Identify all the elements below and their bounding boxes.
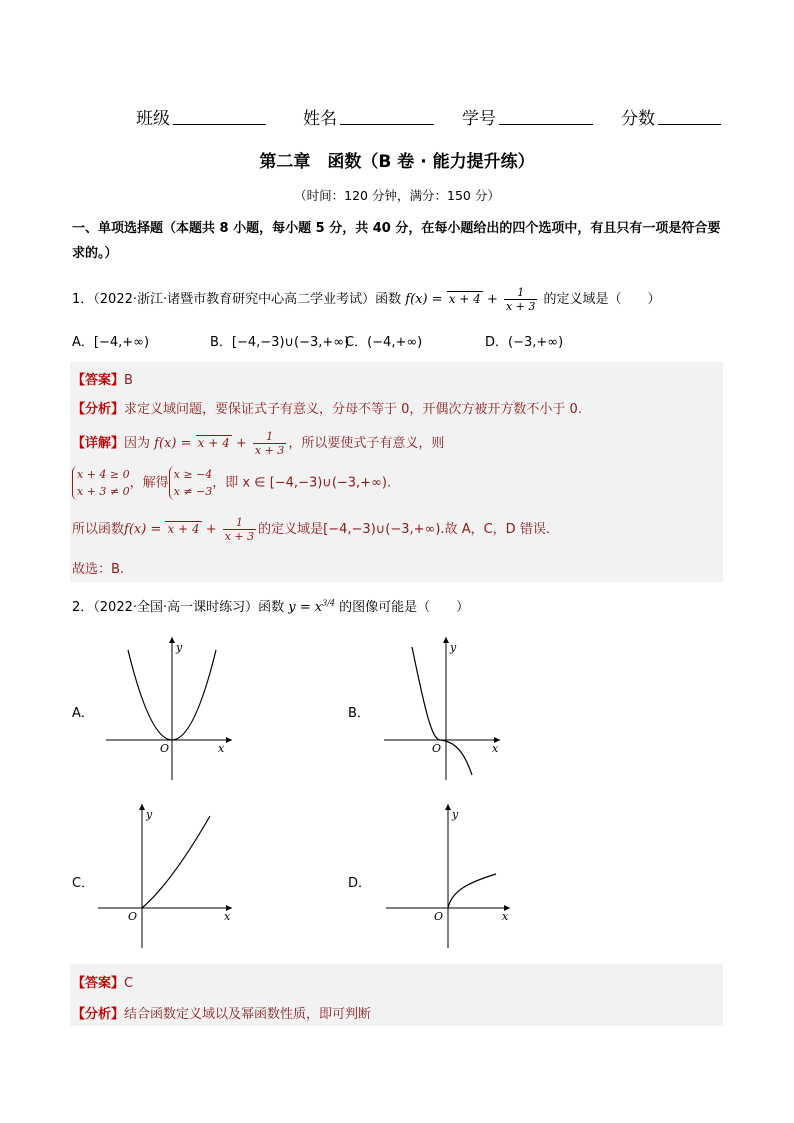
question-1-final: 故选：B. (72, 562, 125, 577)
question-2-answer (72, 972, 133, 991)
graph-c[interactable] (94, 800, 239, 950)
detail-text: ，解得 (129, 475, 169, 491)
x-axis-label: x (492, 742, 499, 755)
y-axis-label: y (450, 641, 457, 654)
class-blank[interactable] (173, 124, 266, 125)
detail-function: f(x) = x + 4 + $\frac{1}{x + 3}$ (124, 516, 255, 543)
question-2-option-c-label[interactable]: C． (72, 876, 95, 891)
analysis-text: 结合函数定义域以及幂函数性质，即可判断 (124, 1007, 372, 1022)
origin-label: O (434, 910, 444, 923)
score-blank[interactable] (658, 124, 721, 125)
answer-value: B (124, 373, 133, 388)
question-1-analysis (72, 398, 582, 417)
question-2-suffix: 的图像可能是（ ） (339, 600, 470, 615)
question-1-option-d[interactable]: D．(−3,+∞) (485, 335, 564, 350)
analysis-tag: 【分析】 (72, 402, 125, 417)
question-1-detail-line-3 (72, 516, 550, 543)
question-1-option-c[interactable]: C．(−4,+∞) (345, 335, 423, 350)
section-heading: 一、单项选择题（本题共 8 小题，每小题 5 分，共 40 分，在每小题给出的四个选项中，有且只有一项是符合要求的。） (72, 221, 721, 261)
page-title: 第二章 函数（B 卷 · 能力提升练） (259, 152, 535, 172)
system-line: x + 4 ≥ 0 (77, 468, 130, 481)
question-2-prefix: 2．（2022·全国·高一课时练习）函数 (72, 600, 285, 615)
question-1-prefix: 1．（2022·浙江·诸暨市教育研究中心高二学业考试）函数 (72, 292, 402, 307)
system-line: x ≠ −3 (173, 485, 213, 498)
question-1-detail-line-1 (72, 430, 444, 457)
question-1-suffix: 的定义域是（ ） (543, 292, 661, 307)
solution-system (169, 466, 213, 500)
inequality-system (72, 466, 130, 500)
question-2-option-d-label[interactable]: D． (348, 876, 372, 891)
class-label: 班级 (136, 109, 170, 129)
detail-text: 所以函数 (72, 522, 125, 537)
id-blank[interactable] (499, 124, 593, 125)
detail-text: 的定义域是[−4,−3)∪(−3,+∞).故 A，C，D 错误. (258, 522, 550, 537)
name-label: 姓名 (303, 109, 337, 129)
question-1-stem (72, 286, 661, 313)
question-1-function: f(x) = x + 4 + $\frac{1}{x + 3}$ (405, 286, 536, 313)
origin-label: O (160, 742, 170, 755)
origin-label: O (432, 742, 442, 755)
answer-tag: 【答案】 (72, 373, 125, 388)
graph-b[interactable] (378, 635, 508, 785)
question-1-option-a[interactable]: A．[−4,+∞) (72, 335, 150, 350)
question-2-stem (72, 596, 469, 615)
curve (448, 874, 496, 908)
question-2-function: $y = x^{3/4}$ (288, 598, 335, 615)
question-1-option-b[interactable]: B．[−4,−3)∪(−3,+∞) (210, 335, 350, 350)
question-2-analysis (72, 1003, 371, 1022)
system-line: x + 3 ≠ 0 (77, 485, 130, 498)
x-axis-label: x (218, 742, 225, 755)
y-axis-label: y (146, 808, 153, 821)
detail-text: ，所以要使式子有意义，则 (288, 436, 445, 451)
score-label: 分数 (621, 109, 655, 129)
answer-value: C (124, 976, 134, 991)
student-info-header (0, 104, 794, 130)
analysis-text: 求定义域问题，要保证式子有意义，分母不等于 0，开偶次方被开方数不小于 0. (124, 402, 582, 417)
detail-text: 因为 (124, 436, 151, 451)
y-axis-label: y (176, 641, 183, 654)
curve (142, 816, 210, 908)
question-1-detail-line-2 (72, 466, 391, 500)
id-label: 学号 (462, 109, 496, 129)
x-axis-label: x (502, 910, 509, 923)
detail-text: ，即 x ∈ [−4,−3)∪(−3,+∞). (212, 475, 392, 491)
graph-d[interactable] (382, 800, 517, 950)
question-2-option-b-label[interactable]: B． (348, 706, 370, 721)
x-axis-label: x (224, 910, 231, 923)
system-line: x ≥ −4 (173, 468, 213, 481)
detail-function: f(x) = x + 4 + $\frac{1}{x + 3}$ (154, 430, 285, 457)
detail-tag: 【详解】 (72, 436, 125, 451)
question-2-option-a-label[interactable]: A． (72, 706, 94, 721)
curve (412, 647, 472, 775)
answer-tag: 【答案】 (72, 976, 125, 991)
name-blank[interactable] (340, 124, 434, 125)
graph-a[interactable] (100, 635, 240, 785)
page-subtitle: （时间：120 分钟，满分：150 分） (294, 188, 500, 203)
analysis-tag: 【分析】 (72, 1007, 125, 1022)
y-axis-label: y (452, 808, 459, 821)
origin-label: O (128, 910, 138, 923)
question-1-answer (72, 369, 133, 388)
